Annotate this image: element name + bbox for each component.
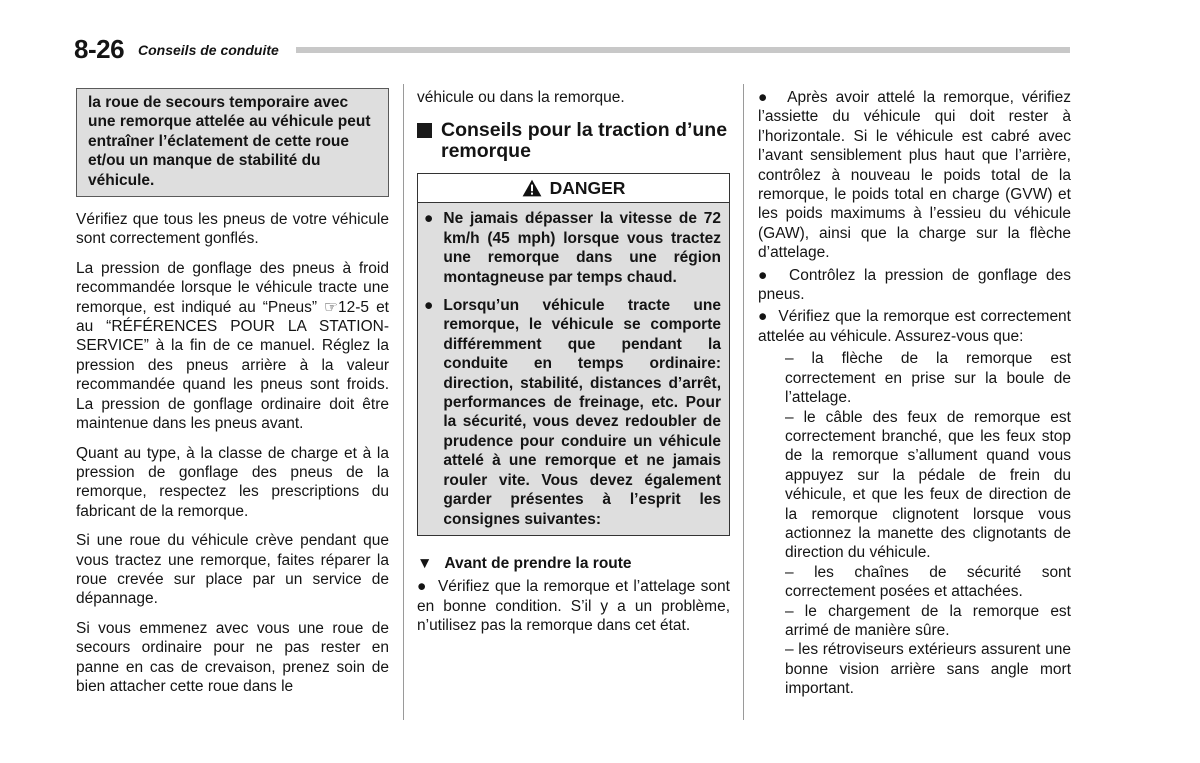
danger-item-text: Lorsqu’un véhicule tracte une remorque, le véhicule se comporte différemment que pendant la conduite en temps ordinaire: direction, stabilité, distances d’arrêt, performances de freinage, etc. Pour la sécurité, vous devez redoubler de prudence pour conduire un véhicule attelé à une remorque et ne jamais rouler vite. Vous devez également garder présentes à l’esprit les consignes suivantes: [443, 297, 721, 528]
subsection-heading [417, 554, 730, 573]
bullet-icon: ● [758, 308, 769, 326]
bullet-text: Vérifiez que la remorque et l’attelage sont en bonne condition. S’il y a un problème, n’utilisez pas la remorque dans cet état. [417, 578, 730, 635]
paragraph: véhicule ou dans la remorque. [417, 89, 625, 106]
bullet-icon: ● [417, 578, 428, 596]
bullet-text: Après avoir attelé la remorque, vérifiez l’assiette du véhicule qui doit rester à l’horizontale. Si le véhicule est cabré avec l’avant sensiblement plus haut que l’arrière, contrôlez à nouveau le poids total de la remorque, le poids total en charge (GVW) et les poids maximums à l’essieu du véhicule (GAW), ainsi que la charge sur la flèche d’attelage. [758, 89, 1071, 262]
column-1 [76, 88, 389, 706]
paragraph: Quant au type, à la classe de charge et à la pression de gonflage des pneus de la remorque, respectez les prescriptions du fabricant de la remorque. [76, 444, 389, 520]
warning-box-continued: la roue de secours temporaire avec une remorque attelée au véhicule peut entraîner l’éclatement de cette roue et/ou un manque de stabilité du véhicule. [76, 88, 389, 197]
bullet-icon: ● [424, 210, 434, 228]
sub-item: – les chaînes de sécurité sont correctement posées et attachées. [785, 563, 1071, 601]
column-divider [403, 84, 404, 720]
sub-item: – le chargement de la remorque est arrimé de manière sûre. [785, 602, 1071, 639]
bullet-paragraph [758, 307, 1071, 346]
danger-body [418, 203, 729, 535]
warning-triangle-icon [522, 179, 542, 197]
page-header [74, 34, 1070, 66]
square-bullet-icon [417, 123, 432, 138]
sub-item: – les rétroviseurs extérieurs assurent une bonne vision arrière sans angle mort important. [785, 641, 1071, 698]
header-rule [296, 47, 1070, 53]
bullet-paragraph [758, 266, 1071, 305]
danger-box [417, 173, 730, 536]
page-number: 8-26 [74, 34, 125, 64]
column-divider [743, 84, 744, 720]
bullet-icon: ● [758, 89, 772, 106]
danger-item [424, 296, 721, 529]
section-title: Conseils de conduite [138, 42, 279, 58]
column-3 [758, 88, 1071, 699]
danger-item-text: Ne jamais dépasser la vitesse de 72 km/h (45 mph) lorsque vous tractez une remorque dans une région montagneuse par temps chaud. [443, 210, 721, 286]
danger-item [424, 209, 721, 287]
bullet-text: Vérifiez que la remorque est correctement attelée au véhicule. Assurez-vous que: [758, 308, 1071, 345]
section-heading-text: Conseils pour la traction d’une remorque [441, 119, 728, 163]
bullet-icon: ● [424, 297, 434, 315]
paragraph: Vérifiez que tous les pneus de votre véhicule sont correctement gonflés. [76, 211, 389, 248]
bullet-paragraph [417, 577, 730, 635]
sub-item: – le câble des feux de remorque est correctement branché, que les feux stop de la remorque s’allument quand vous appuyez sur la pédale de frein du véhicule, et que les feux de direction de la remorque clignotent lorsque vous actionnez la manette des clignotants de direction du véhicule. [785, 408, 1071, 562]
triangle-down-icon: ▼ [417, 554, 433, 572]
paragraph: La pression de gonflage des pneus à froid recommandée lorsque le véhicule tracte une remorque, est indiqué au “Pneus” ☞12-5 et au “RÉFÉRENCES POUR LA STATION-SERVICE” à la fin de ce manuel. Réglez la pression des pneus arrière à la valeur recommandée quand les pneus sont froids. La pression de gonflage ordinaire doit être maintenue dans les pneus avant. [76, 259, 389, 433]
sub-item: – la flèche de la remorque est correctement en prise sur la boule de l’attelage. [785, 350, 1071, 407]
bullet-icon: ● [758, 266, 772, 284]
bullet-paragraph [758, 88, 1071, 263]
bullet-text: Contrôlez la pression de gonflage des pneus. [758, 266, 1071, 304]
paragraph: Si vous emmenez avec vous une roue de secours ordinaire pour ne pas rester en panne en cas de crevaison, prenez soin de bien attacher cette roue dans le [76, 619, 389, 695]
column-2 [417, 88, 730, 646]
danger-header [418, 174, 729, 203]
section-heading [417, 120, 730, 162]
danger-label: DANGER [549, 177, 626, 198]
paragraph: Si une roue du véhicule crève pendant que vous tractez une remorque, faites réparer la roue crevée sur place par un service de dépannage. [76, 532, 389, 608]
subsection-heading-text: Avant de prendre la route [444, 554, 632, 572]
